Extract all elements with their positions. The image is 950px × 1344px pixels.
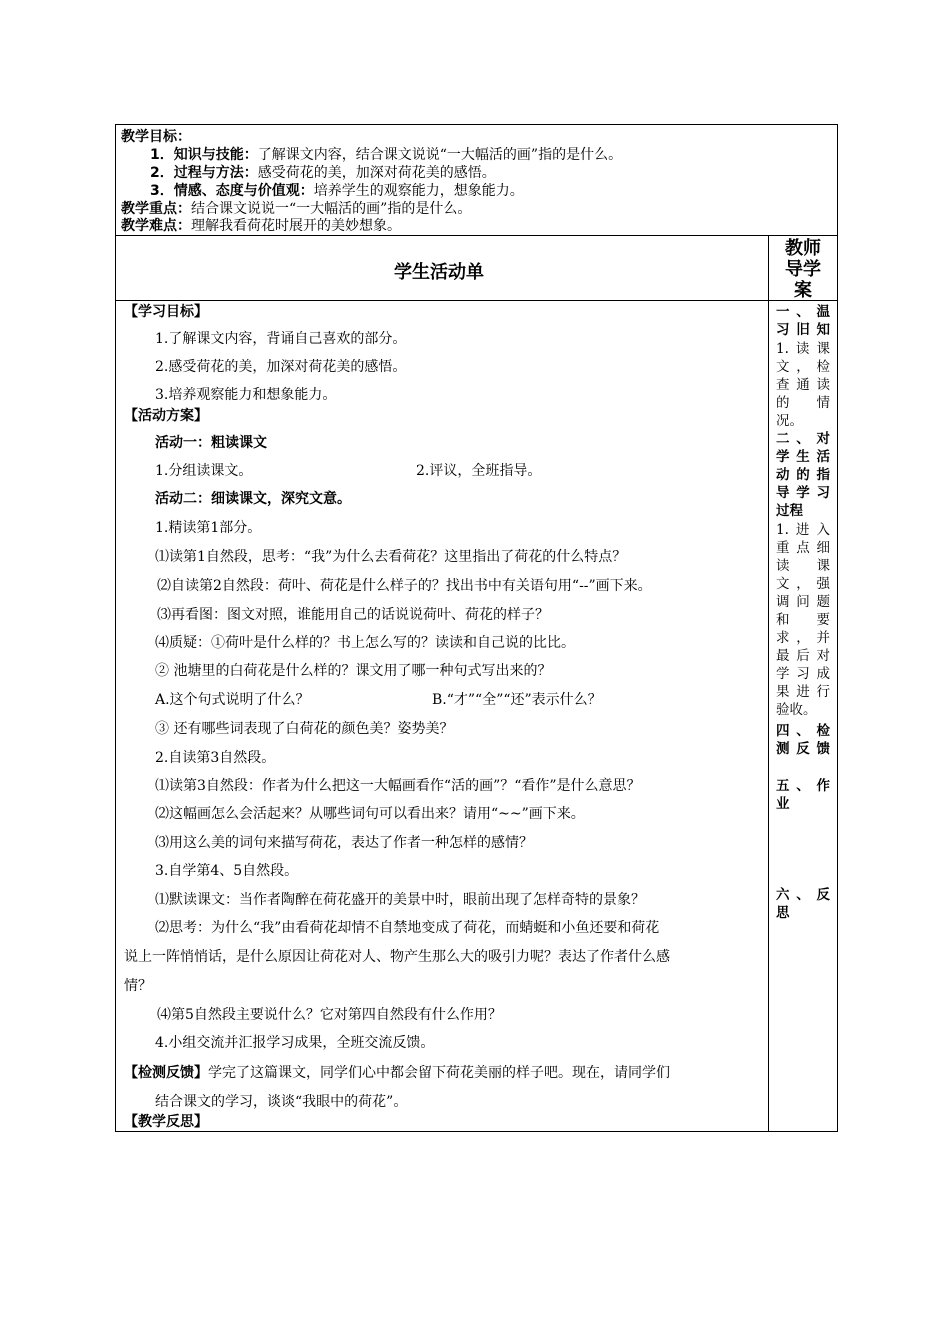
side-guidance-text: 1.进入 重点细 读 课 文，强 调问题 和 要 求，并 最后对 学习成 果进行 验收。 bbox=[776, 522, 830, 718]
column-divider bbox=[768, 235, 769, 1132]
main-column-title: 学生活动单 bbox=[394, 262, 484, 283]
side-column-title: 教师 导学 案 bbox=[785, 238, 821, 301]
study-goal-item: 1.了解课文内容，背诵自己喜欢的部分。 bbox=[155, 331, 407, 347]
activity-line: B.“才”“全”“还”表示什么？ bbox=[432, 692, 602, 708]
activity-line: ⑶再看图：图文对照，谁能用自己的话说说荷叶、荷花的样子？ bbox=[157, 607, 549, 623]
side-section-review: 一、温 习旧知 bbox=[776, 304, 830, 338]
activity-line: 3.自学第4、5自然段。 bbox=[155, 863, 299, 879]
activity-line: 说上一阵悄悄话，是什么原因让荷花对人、物产生那么大的吸引力呢？表达了作者什么感 bbox=[124, 949, 670, 965]
activity-line: ⑶用这么美的词句来描写荷花，表达了作者一种怎样的感情？ bbox=[155, 835, 533, 851]
activity-line: ③ 还有哪些词表现了白荷花的颜色美？姿势美？ bbox=[155, 721, 454, 737]
activity-line: 4.小组交流并汇报学习成果，全班交流反馈。 bbox=[155, 1035, 435, 1051]
activity-line: ⑵思考：为什么“我”由看荷花却情不自禁地变成了荷花，而蜻蜓和小鱼还要和荷花 bbox=[155, 920, 660, 936]
activity-line: 1.精读第1部分。 bbox=[155, 520, 262, 536]
activity-line: ⑵自读第2自然段：荷叶、荷花是什么样子的？找出书中有关语句用“--”画下来。 bbox=[157, 578, 652, 594]
activity-1-title: 活动一：粗读课文 bbox=[155, 435, 267, 451]
study-goal-item: 3.培养观察能力和想象能力。 bbox=[155, 387, 337, 403]
activity-2-title: 活动二：细读课文，深究文意。 bbox=[155, 491, 351, 507]
goal-1: 1．知识与技能：了解课文内容，结合课文说说“一大幅活的画”指的是什么。 bbox=[150, 147, 623, 163]
feedback-line: 结合课文的学习，谈谈“我眼中的荷花”。 bbox=[155, 1094, 408, 1110]
side-review-text: 1.读课 文，检 查通读 的 情 况。 bbox=[776, 341, 830, 429]
table-divider bbox=[115, 300, 838, 301]
feedback-line: 【检测反馈】学完了这篇课文，同学们心中都会留下荷花美丽的样子吧。现在，请同学们 bbox=[124, 1065, 670, 1081]
goal-title: 教学目标： bbox=[121, 129, 191, 145]
side-section-homework: 五、作 业 bbox=[776, 778, 830, 812]
activity-line: ⑷质疑：①荷叶是什么样的？书上怎么写的？读读和自己说的比比。 bbox=[155, 635, 575, 651]
activity-line: ⑵这幅画怎么会活起来？从哪些词句可以看出来？请用“~~”画下来。 bbox=[155, 806, 585, 822]
activity-line: 2.自读第3自然段。 bbox=[155, 750, 276, 766]
side-section-guidance: 二、对 学生活 动的指 导学习 过程 bbox=[776, 431, 830, 519]
activity-line: ⑴默读课文：当作者陶醉在荷花盛开的美景中时，眼前出现了怎样奇特的景象？ bbox=[155, 892, 645, 908]
side-section-feedback: 四、检 测反馈 bbox=[776, 723, 830, 757]
key-point: 教学重点：结合课文说说一“一大幅活的画”指的是什么。 bbox=[121, 201, 472, 217]
study-goal-heading: 【学习目标】 bbox=[124, 304, 208, 320]
activity-line: A.这个句式说明了什么？ bbox=[155, 692, 310, 708]
goal-3: 3．情感、态度与价值观：培养学生的观察能力，想象能力。 bbox=[150, 183, 524, 199]
goal-2: 2．过程与方法：感受荷花的美，加深对荷花美的感悟。 bbox=[150, 165, 496, 181]
activity-1-step: 2.评议，全班指导。 bbox=[416, 463, 542, 479]
activity-line: ⑴读第3自然段：作者为什么把这一大幅画看作“活的画”？“看作”是什么意思？ bbox=[155, 778, 641, 794]
activity-line: ⑴读第1自然段，思考：“我”为什么去看荷花？这里指出了荷花的什么特点？ bbox=[155, 549, 627, 565]
difficulty: 教学难点：理解我看荷花时展开的美妙想象。 bbox=[121, 218, 401, 234]
side-section-reflection: 六、反 思 bbox=[776, 887, 830, 921]
activity-line: ⑷第5自然段主要说什么？它对第四自然段有什么作用？ bbox=[157, 1007, 502, 1023]
reflection-heading: 【教学反思】 bbox=[124, 1114, 208, 1130]
activity-line: 情？ bbox=[124, 978, 152, 994]
plan-heading: 【活动方案】 bbox=[124, 408, 208, 424]
table-divider bbox=[115, 235, 838, 236]
activity-1-step: 1.分组读课文。 bbox=[155, 463, 253, 479]
activity-line: ② 池塘里的白荷花是什么样的？课文用了哪一种句式写出来的？ bbox=[155, 663, 552, 679]
study-goal-item: 2.感受荷花的美，加深对荷花美的感悟。 bbox=[155, 359, 407, 375]
